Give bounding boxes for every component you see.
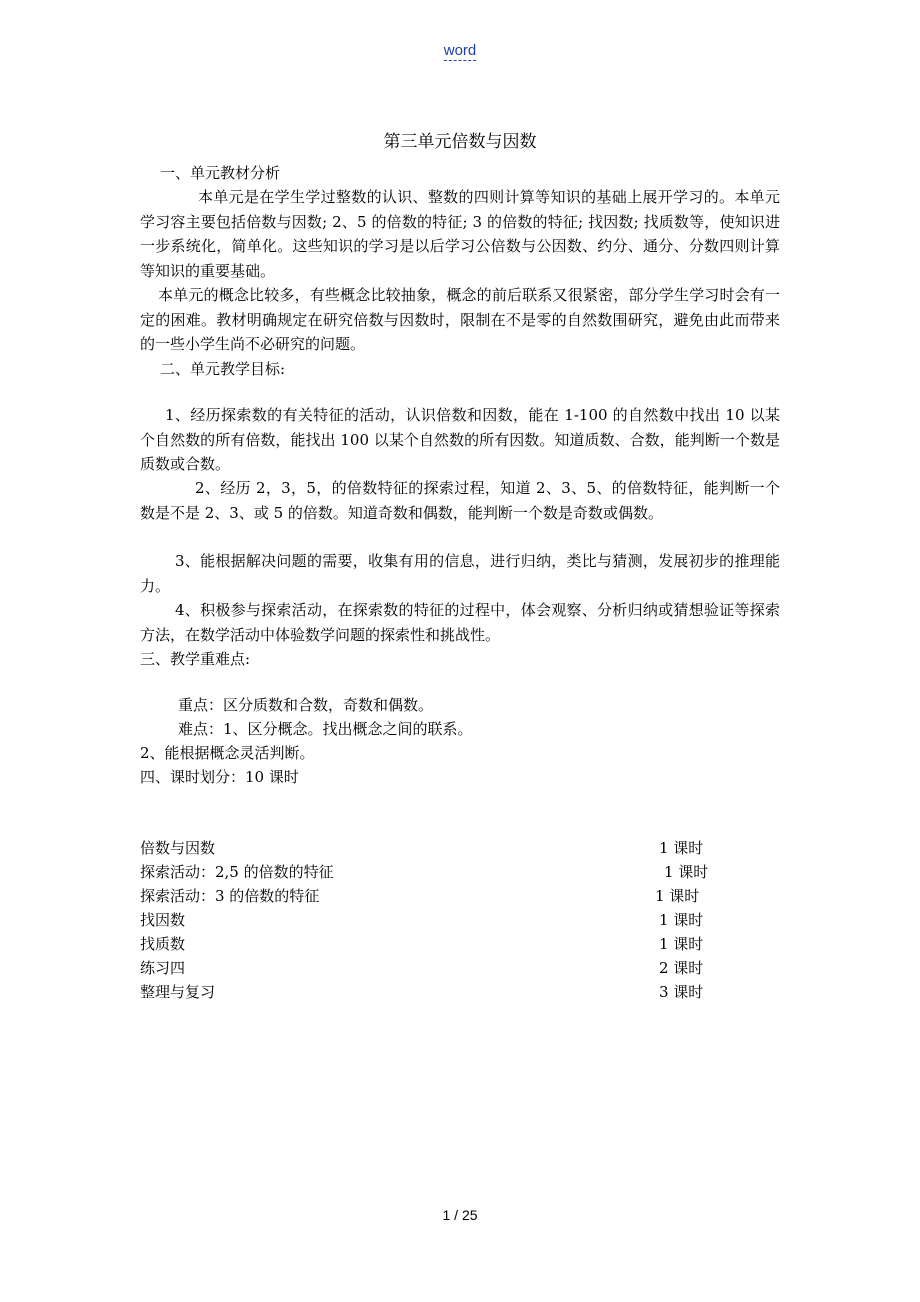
document-title: 第三单元倍数与因数 (383, 132, 537, 152)
section-1-heading: 一、单元教材分析 (160, 164, 281, 182)
schedule-topic: 探索活动：2,5 的倍数的特征 (140, 863, 334, 881)
section-1-paragraph-1: 本单元是在学生学过整数的认识、整数的四则计算等知识的基础上展开学习的。本单元学习容主要包括倍数与因数; 2、5 的倍数的特征; 3 的倍数的特征; 找因数; 找质数等，使知识进一步系统化，简单化。这些知识的学习是以后学习公倍数与公因数、约分、通分、分数四则计算等知识的重要基础。 (140, 188, 780, 280)
section-3-heading: 三、教学重难点: (140, 650, 251, 668)
goal-4: 4、积极参与探索活动，在探索数的特征的过程中，体会观察、分析归纳或猜想验证等探索方法，在数学活动中体验数学问题的探索性和挑战性。 (140, 601, 780, 644)
schedule-hours: 3 课时 (659, 983, 704, 1001)
schedule-topic: 找质数 (140, 935, 186, 953)
goal-1: 1、经历探索数的有关特征的活动，认识倍数和因数，能在 1-100 的自然数中找出 10 以某个自然数的所有倍数，能找出 100 以某个自然数的所有因数。知道质数、合数，能判断一个数是质数或合数。 (140, 406, 780, 473)
key-point: 重点：区分质数和合数，奇数和偶数。 (178, 696, 434, 714)
page-number: 1 / 25 (442, 1207, 478, 1223)
difficulty-line-1: 难点：1、区分概念。找出概念之间的联系。 (178, 720, 473, 738)
difficulty-line-2: 2、能根据概念灵活判断。 (140, 744, 315, 762)
schedule-hours: 1 课时 (659, 911, 704, 929)
schedule-hours: 2 课时 (659, 959, 704, 977)
header-link-text[interactable]: word (443, 42, 477, 59)
goal-2: 2、经历 2，3，5，的倍数特征的探索过程，知道 2、3、5、的倍数特征，能判断一个数是不是 2、3、或 5 的倍数。知道奇数和偶数，能判断一个数是奇数或偶数。 (140, 479, 780, 522)
schedule-topic: 探索活动：3 的倍数的特征 (140, 887, 320, 905)
section-1-paragraph-2: 本单元的概念比较多，有些概念比较抽象，概念的前后联系又很紧密，部分学生学习时会有一定的困难。教材明确规定在研究倍数与因数时，限制在不是零的自然数围研究，避免由此而带来的一些小学生尚不必研究的问题。 (140, 286, 780, 353)
header-word-link[interactable] (0, 42, 920, 59)
schedule-hours: 1 课时 (655, 887, 700, 905)
section-2-heading: 二、单元教学目标: (160, 360, 286, 378)
section-4-heading: 四、课时划分：10 课时 (140, 768, 299, 786)
schedule-hours: 1 课时 (659, 839, 704, 857)
schedule-hours: 1 课时 (659, 935, 704, 953)
schedule-hours: 1 课时 (664, 863, 709, 881)
schedule-topic: 倍数与因数 (140, 839, 216, 857)
schedule-topic: 整理与复习 (140, 983, 216, 1001)
goal-3: 3、能根据解决问题的需要，收集有用的信息，进行归纳，类比与猜测，发展初步的推理能力。 (140, 552, 780, 595)
schedule-topic: 练习四 (140, 959, 186, 977)
schedule-topic: 找因数 (140, 911, 186, 929)
